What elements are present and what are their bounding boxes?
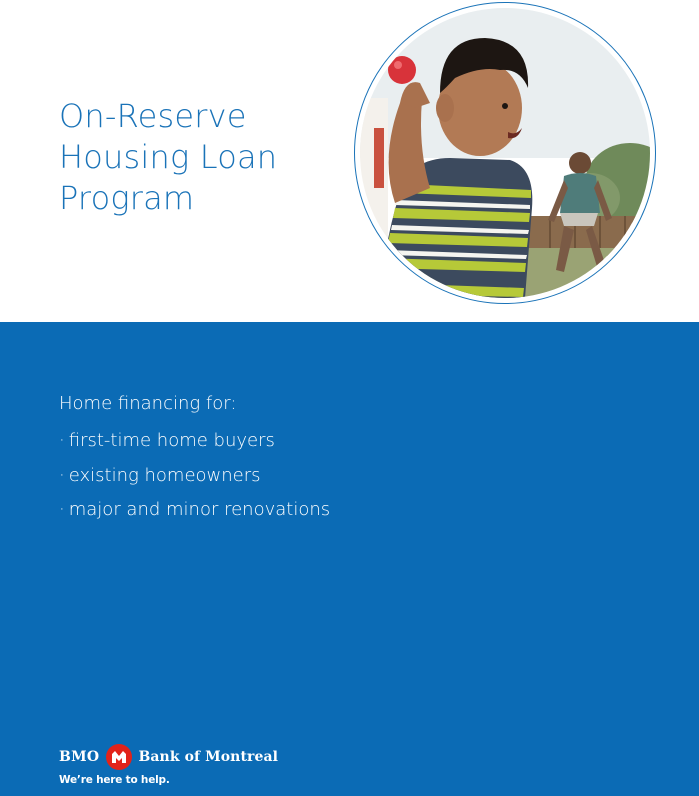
- financing-list: [59, 424, 330, 528]
- bmo-roundel-icon: [106, 744, 132, 770]
- bullet-marker: ·: [59, 499, 65, 520]
- title-line: Housing Loan: [59, 138, 278, 176]
- cover-blue-panel: [0, 322, 699, 796]
- intro-heading: Home financing for:: [59, 393, 237, 414]
- cover-title: [59, 96, 339, 219]
- bullet-marker: ·: [59, 430, 65, 451]
- photo-illustration: [360, 8, 650, 298]
- title-line: Program: [59, 179, 195, 217]
- logo-bmo-text: BMO: [59, 749, 100, 765]
- list-item: [59, 424, 330, 459]
- logo-tagline: We’re here to help.: [59, 774, 170, 786]
- list-item-text: existing homeowners: [68, 464, 261, 486]
- list-item-text: major and minor renovations: [68, 499, 331, 520]
- list-item: [59, 459, 330, 494]
- cover-photo: [360, 8, 650, 298]
- list-item-text: first-time home buyers: [68, 430, 275, 451]
- bullet-marker: ·: [59, 464, 65, 486]
- logo-bank-name: Bank of Montreal: [138, 749, 279, 765]
- bmo-logo: [59, 744, 278, 770]
- cover-top-section: [0, 0, 699, 322]
- list-item: [59, 493, 330, 528]
- title-line: On-Reserve: [59, 97, 247, 135]
